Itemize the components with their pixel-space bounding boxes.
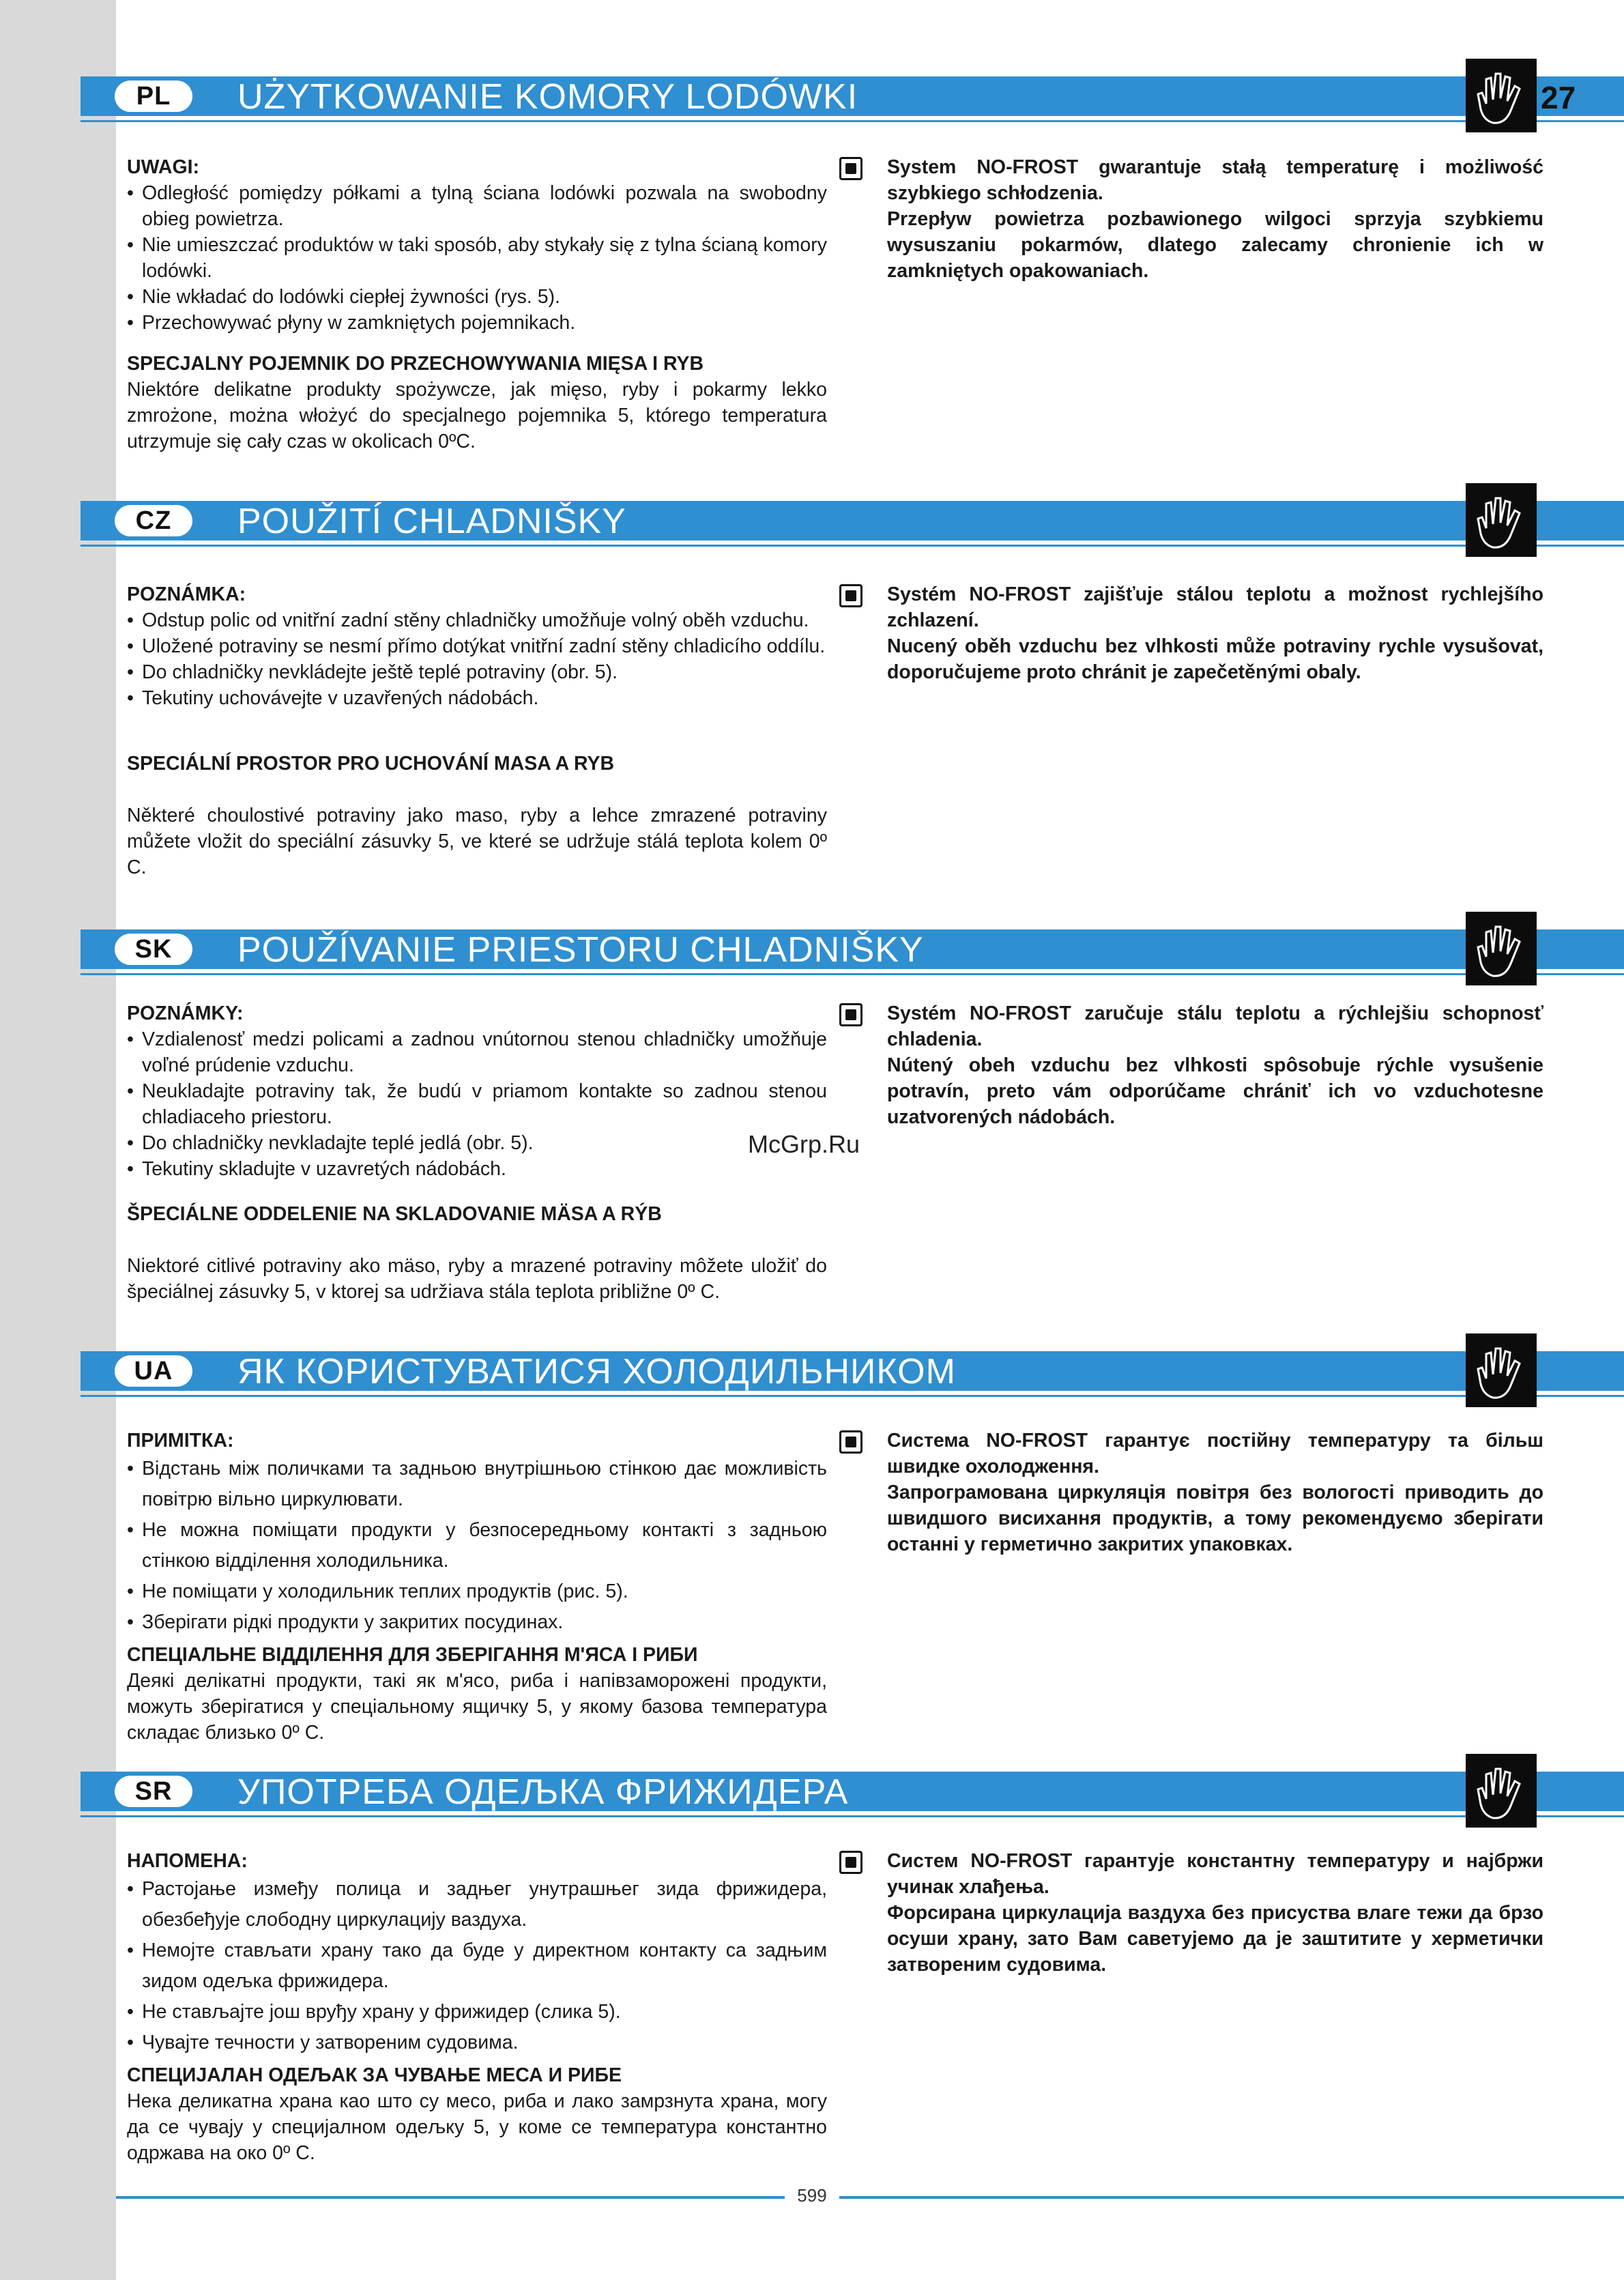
notes-list xyxy=(127,1454,827,1638)
notes-column xyxy=(127,581,827,880)
info-column xyxy=(841,1000,1543,1130)
list-item: • Tekutiny skladujte v uzavretých nádobách. xyxy=(127,1156,827,1182)
notes-column xyxy=(127,154,827,454)
special-heading: СПЕЦІАЛЬНЕ ВІДДІЛЕННЯ ДЛЯ ЗБЕРІГАННЯ М'ЯСА І РИБИ xyxy=(127,1644,698,1666)
info-text: Nucený oběh vzduchu bez vlhkosti může potraviny rychle vysušovat, doporučujeme proto chránit je zapečetěnými obaly. xyxy=(887,635,1543,683)
info-text: Система NO-FROST гарантує постійну температуру та більш швидке охолодження. xyxy=(887,1430,1543,1477)
list-item: • Nie wkładać do lodówki ciepłej żywności (rys. 5). xyxy=(127,284,827,310)
left-margin-strip xyxy=(0,0,116,2280)
notes-heading: НАПОМЕНА: xyxy=(127,1850,248,1872)
special-text: Niektoré citlivé potraviny ako mäso, ryby a mrazené potraviny môžete uložiť do špeciálnej zásuvky 5, v ktorej sa udržiava stála teplota približne 0º C. xyxy=(127,1255,827,1303)
section-title: ЯК КОРИСТУВАТИСЯ ХОЛОДИЛЬНИКОМ xyxy=(237,1352,956,1391)
info-icon xyxy=(839,1430,862,1454)
info-column xyxy=(841,581,1543,685)
special-text: Нека деликатна храна као што су месо, риба и лако замрзнута храна, могу да се чувају у специјалном одељку 5, у коме се температура константно одржава на око 0º С. xyxy=(127,2090,827,2164)
info-icon xyxy=(839,157,862,180)
list-item: • Немојте стављати храну тако да буде у директном контакту са задњим зидом одељка фрижидера. xyxy=(127,1935,827,1997)
info-icon xyxy=(839,584,862,607)
list-item: • Tekutiny uchovávejte v uzavřených nádobách. xyxy=(127,685,827,711)
footer-rule xyxy=(116,2196,1624,2199)
info-text: Форсирана циркулација ваздуха без присуства влаге тежи да брзо осуши храну, зато Вам саветујемо да је заштитите у херметички затвореним судовима. xyxy=(887,1902,1543,1976)
info-text: Systém NO-FROST zajišťuje stálou teplotu a možnost rychlejšího zchlazení. xyxy=(887,583,1543,631)
footer-page-number: 599 xyxy=(785,2185,839,2206)
list-item: • Do chladničky nevkladajte teplé jedlá (obr. 5). xyxy=(127,1130,827,1156)
list-item: • Odstup polic od vnitřní zadní stěny chladničky umožňuje volný oběh vzduchu. xyxy=(127,607,827,633)
list-item: • Do chladničky nevkládejte ještě teplé potraviny (obr. 5). xyxy=(127,659,827,685)
hand-icon xyxy=(1466,912,1537,985)
info-icon xyxy=(839,1851,862,1874)
info-text: System NO-FROST gwarantuje stałą temperaturę i możliwość szybkiego schłodzenia. xyxy=(887,156,1543,204)
hand-icon xyxy=(1466,59,1537,132)
hand-icon xyxy=(1466,1333,1537,1407)
notes-column xyxy=(127,1428,827,1746)
hand-icon xyxy=(1466,483,1537,557)
section-title: POUŽITÍ CHLADNIŠKY xyxy=(237,502,626,541)
list-item: • Vzdialenosť medzi policami a zadnou vnútornou stenou chladničky umožňuje voľné prúdenie vzduchu. xyxy=(127,1026,827,1078)
notes-list xyxy=(127,1026,827,1182)
notes-list xyxy=(127,180,827,336)
special-heading: ŠPECIÁLNE ODDELENIE NA SKLADOVANIE MÄSA A RÝB xyxy=(127,1203,662,1225)
list-item: • Не поміщати у холодильник теплих продуктів (рис. 5). xyxy=(127,1576,827,1607)
info-text: Przepływ powietrza pozbawionego wilgoci sprzyja szybkiemu wysuszaniu pokarmów, dlatego zalecamy chronienie ich w zamkniętych opakowaniach. xyxy=(887,208,1543,282)
special-text: Některé choulostivé potraviny jako maso, ryby a lehce zmrazené potraviny můžete vložit do speciální zásuvky 5, ve které se udržuje stálá teplota kolem 0º C. xyxy=(127,805,827,878)
info-column xyxy=(841,1848,1543,1978)
info-text: Запрограмована циркуляція повітря без вологості приводить до швидшого висихання продуктів, а тому рекомендуємо зберігати останні у герметично закритих упаковках. xyxy=(887,1482,1543,1555)
info-text: Nútený obeh vzduchu bez vlhkosti spôsobuje rýchle vysušenie potravín, preto vám odporúčame chrániť ich vo vzduchotesne uzatvorených nádobách. xyxy=(887,1054,1543,1128)
special-heading: СПЕЦИЈАЛАН ОДЕЉАК ЗА ЧУВАЊЕ МЕСА И РИБЕ xyxy=(127,2064,622,2086)
language-badge: PL xyxy=(115,81,192,112)
list-item: • Przechowywać płyny w zamkniętych pojemnikach. xyxy=(127,310,827,336)
info-text: Систем NO-FROST гарантује константну температуру и најбржи учинак хлађења. xyxy=(887,1850,1543,1898)
list-item: • Uložené potraviny se nesmí přímo dotýkat vnitřní zadní stěny chladicího oddílu. xyxy=(127,633,827,659)
language-badge: UA xyxy=(115,1355,192,1387)
special-heading: SPECJALNY POJEMNIK DO PRZECHOWYWANIA MIĘSA I RYB xyxy=(127,353,704,375)
language-badge: SK xyxy=(115,934,192,965)
notes-heading: POZNÁMKY: xyxy=(127,1002,244,1024)
special-text: Деякі делікатні продукти, такі як м'ясо, риба і напівзаморожені продукти, можуть зберігатися у спеціальному ящичку 5, у якому базова температура складає близько 0º С. xyxy=(127,1670,827,1744)
section-title: POUŽÍVANIE PRIESTORU CHLADNIŠKY xyxy=(237,930,924,970)
list-item: • Neukladajte potraviny tak, že budú v priamom kontakte so zadnou stenou chladiaceho priestoru. xyxy=(127,1078,827,1130)
watermark: McGrp.Ru xyxy=(748,1130,860,1158)
notes-list xyxy=(127,1874,827,2058)
list-item: • Растојање између полица и задњег унутрашњег зида фрижидера, обезбеђује слободну циркулацију ваздуха. xyxy=(127,1874,827,1935)
special-text: Niektóre delikatne produkty spożywcze, jak mięso, ryby i pokarmy lekko zmrożone, można włożyć do specjalnego pojemnika 5, którego temperatura utrzymuje się cały czas w okolicach 0ºC. xyxy=(127,379,827,452)
info-column xyxy=(841,154,1543,284)
notes-heading: POZNÁMKA: xyxy=(127,583,246,605)
section-title: UŻYTKOWANIE KOMORY LODÓWKI xyxy=(237,77,858,117)
language-badge: CZ xyxy=(115,505,192,536)
list-item: • Чувајте течности у затвореним судовима. xyxy=(127,2028,827,2058)
section-title: УПОТРЕБА ОДЕЉКА ФРИЖИДЕРА xyxy=(237,1772,849,1812)
notes-heading: UWAGI: xyxy=(127,156,200,178)
list-item: • Не стављајте још вруђу храну у фрижидер (слика 5). xyxy=(127,1997,827,2028)
list-item: • Зберігати рідкі продукти у закритих посудинах. xyxy=(127,1607,827,1638)
info-icon xyxy=(839,1003,862,1026)
notes-column xyxy=(127,1000,827,1305)
hand-icon xyxy=(1466,1754,1537,1828)
page-number: 27 xyxy=(1541,80,1576,115)
notes-column xyxy=(127,1848,827,2166)
info-column xyxy=(841,1428,1543,1557)
language-badge: SR xyxy=(115,1776,192,1807)
notes-heading: ПРИМІТКА: xyxy=(127,1430,234,1452)
list-item: • Nie umieszczać produktów w taki sposób, aby stykały się z tylna ścianą komory lodówki. xyxy=(127,232,827,284)
special-heading: SPECIÁLNÍ PROSTOR PRO UCHOVÁNÍ MASA A RYB xyxy=(127,753,615,775)
notes-list xyxy=(127,607,827,711)
info-text: Systém NO-FROST zaručuje stálu teplotu a rýchlejšiu schopnosť chladenia. xyxy=(887,1002,1543,1050)
list-item: • Odległość pomiędzy półkami a tylną ściana lodówki pozwala na swobodny obieg powietrza. xyxy=(127,180,827,232)
list-item: • Відстань між поличками та задньою внутрішньою стінкою дає можливість повітрю вільно циркулювати. xyxy=(127,1454,827,1515)
list-item: • Не можна поміщати продукти у безпосередньому контакті з задньою стінкою відділення холодильника. xyxy=(127,1515,827,1576)
